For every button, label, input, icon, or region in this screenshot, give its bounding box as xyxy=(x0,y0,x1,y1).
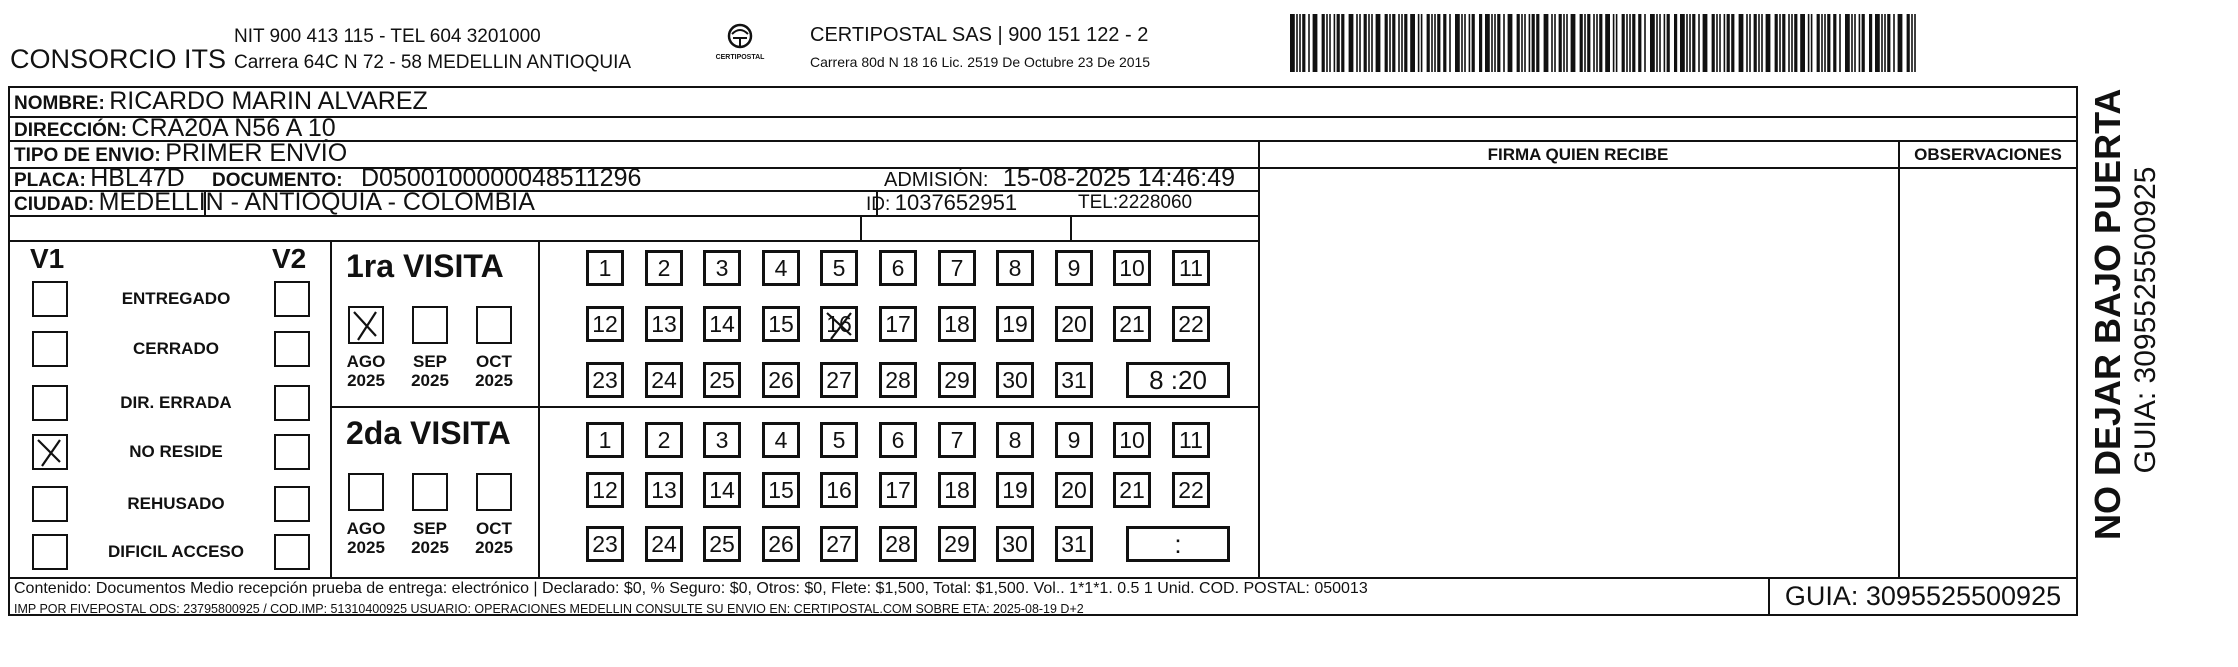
id-cell xyxy=(866,190,1017,215)
month-label: SEP 2025 xyxy=(411,352,449,390)
placa-label: PLACA: xyxy=(14,170,86,191)
month-checkbox[interactable] xyxy=(412,473,448,511)
direccion-label: DIRECCIÓN: xyxy=(14,120,127,141)
nombre-row xyxy=(14,86,428,116)
barcode-icon xyxy=(1290,14,1920,72)
side-warning: NO DEJAR BAJO PUERTA xyxy=(2087,88,2128,540)
day-box[interactable]: 25 xyxy=(703,362,741,398)
imp-line: IMP POR FIVEPOSTAL ODS: 23795800925 / COD.IMP: 51310400925 USUARIO: OPERACIONES MEDELLIN CONSULTE SU ENVIO EN: CERTIPOSTAL.COM SOBRE ETA: 2025-08-19 D+2 xyxy=(14,602,1084,616)
documento-label: DOCUMENTO: xyxy=(212,170,343,191)
day-box[interactable]: 5 xyxy=(820,250,858,286)
day-box[interactable]: 31 xyxy=(1055,362,1093,398)
day-box[interactable]: 13 xyxy=(645,306,683,342)
day-box[interactable]: 14 xyxy=(703,472,741,508)
visit-time-box[interactable]: : xyxy=(1126,526,1230,562)
day-box[interactable]: 4 xyxy=(762,422,800,458)
nombre-value: RICARDO MARIN ALVAREZ xyxy=(109,87,428,115)
day-box[interactable]: 29 xyxy=(938,526,976,562)
ciudad-label: CIUDAD: xyxy=(14,194,95,215)
day-box[interactable]: 28 xyxy=(879,526,917,562)
day-box[interactable]: 11 xyxy=(1172,250,1210,286)
direccion-row xyxy=(14,116,336,140)
day-box[interactable]: 30 xyxy=(996,362,1034,398)
placa-cell xyxy=(14,164,185,192)
documento-cell xyxy=(212,164,642,192)
day-box[interactable]: 24 xyxy=(645,362,683,398)
id-label: ID: xyxy=(866,194,891,215)
month-label: OCT 2025 xyxy=(475,519,513,557)
v2-label: V2 xyxy=(272,243,307,274)
logo-icon xyxy=(700,22,780,68)
day-box[interactable]: 15 xyxy=(762,472,800,508)
day-box[interactable]: 8 xyxy=(996,250,1034,286)
day-box[interactable]: 8 xyxy=(996,422,1034,458)
observaciones-area[interactable] xyxy=(1902,170,2074,574)
month-label: OCT 2025 xyxy=(475,352,513,390)
v1-checkbox[interactable] xyxy=(32,385,68,421)
status-option-label: NO RESIDE xyxy=(129,442,223,461)
day-box[interactable]: 15 xyxy=(762,306,800,342)
visit-time-box[interactable]: 8 :20 xyxy=(1126,362,1230,398)
day-box[interactable]: 2 xyxy=(645,422,683,458)
side-guia: GUIA: 3095525500925 xyxy=(2129,166,2162,474)
day-box[interactable]: 11 xyxy=(1172,422,1210,458)
day-box[interactable]: 5 xyxy=(820,422,858,458)
day-box[interactable]: 23 xyxy=(586,362,624,398)
status-option-label: DIR. ERRADA xyxy=(120,393,232,412)
day-box[interactable]: 27 xyxy=(820,362,858,398)
day-box[interactable]: 22 xyxy=(1172,306,1210,342)
day-box[interactable]: 12 xyxy=(586,306,624,342)
day-box[interactable]: 16 xyxy=(820,306,858,342)
footer-guia: GUIA: 3095525500925 xyxy=(1784,581,2062,611)
month-checkbox[interactable] xyxy=(476,473,512,511)
month-label: SEP 2025 xyxy=(411,519,449,557)
tipo-value: PRIMER ENVÍO xyxy=(165,139,348,167)
nit-line: NIT 900 413 115 - TEL 604 3201000 xyxy=(234,26,541,47)
day-box[interactable]: 17 xyxy=(879,472,917,508)
day-box[interactable]: 18 xyxy=(938,472,976,508)
day-box[interactable]: 26 xyxy=(762,526,800,562)
direccion-value: CRA20A N56 A 10 xyxy=(131,114,336,142)
day-box[interactable]: 19 xyxy=(996,306,1034,342)
day-box[interactable]: 1 xyxy=(586,422,624,458)
v2-checkbox[interactable] xyxy=(274,486,310,522)
admision-label: ADMISIÓN: xyxy=(884,169,989,191)
placa-value: HBL47D xyxy=(90,164,185,192)
documento-value: D0500100000048511296 xyxy=(361,164,642,192)
day-box[interactable]: 21 xyxy=(1113,472,1151,508)
v2-checkbox[interactable] xyxy=(274,385,310,421)
tel-label: TEL: xyxy=(1078,192,1119,213)
ciudad-value: MEDELLIN - ANTIOQUIA - COLOMBIA xyxy=(98,188,535,216)
day-box[interactable]: 23 xyxy=(586,526,624,562)
day-box[interactable]: 6 xyxy=(879,250,917,286)
tel-value: 2228060 xyxy=(1118,192,1193,213)
v2-checkbox[interactable] xyxy=(274,534,310,570)
day-box[interactable]: 10 xyxy=(1113,422,1151,458)
visit1-title: 1ra VISITA xyxy=(346,248,504,284)
day-box[interactable]: 7 xyxy=(938,250,976,286)
day-box[interactable]: 9 xyxy=(1055,250,1093,286)
day-box[interactable]: 14 xyxy=(703,306,741,342)
day-box[interactable]: 16 xyxy=(820,472,858,508)
status-option-label: REHUSADO xyxy=(127,494,225,513)
admision-value: 15-08-2025 14:46:49 xyxy=(1002,164,1236,192)
day-box[interactable]: 3 xyxy=(703,250,741,286)
status-option-label: DIFICIL ACCESO xyxy=(107,542,244,561)
day-box[interactable]: 2 xyxy=(645,250,683,286)
day-box[interactable]: 19 xyxy=(996,472,1034,508)
contenido-line: Contenido: Documentos Medio recepción prueba de entrega: electrónico | Declarado: $0, % Seguro: $0, Otros: $0, Flete: $1,500, Total: $1,500. Vol.. 1*1*1. 0.5 1 Unid. COD. POSTAL: 050013 xyxy=(14,580,1368,597)
day-box[interactable]: 31 xyxy=(1055,526,1093,562)
v1-checkbox[interactable] xyxy=(32,434,68,470)
ciudad-cell xyxy=(14,190,535,215)
v2-checkbox[interactable] xyxy=(274,331,310,367)
day-box[interactable]: 20 xyxy=(1055,306,1093,342)
v2-checkbox[interactable] xyxy=(274,281,310,317)
observaciones-label: OBSERVACIONES xyxy=(1914,145,2062,164)
status-option-label: CERRADO xyxy=(133,339,219,358)
check-mark-icon xyxy=(34,436,66,468)
nombre-label: NOMBRE: xyxy=(14,93,105,114)
v1-checkbox[interactable] xyxy=(32,534,68,570)
day-box[interactable]: 30 xyxy=(996,526,1034,562)
check-mark-icon xyxy=(823,309,857,341)
status-option-label: ENTREGADO xyxy=(121,289,231,308)
month-label: AGO 2025 xyxy=(346,519,386,557)
visit2-title: 2da VISITA xyxy=(346,415,511,451)
company-address: Carrera 64C N 72 - 58 MEDELLIN ANTIOQUIA xyxy=(234,52,632,73)
day-box[interactable]: 17 xyxy=(879,306,917,342)
day-box[interactable]: 7 xyxy=(938,422,976,458)
v1-checkbox[interactable] xyxy=(32,331,68,367)
month-checkbox[interactable] xyxy=(476,306,512,344)
month-label: AGO 2025 xyxy=(346,352,386,390)
day-box[interactable]: 28 xyxy=(879,362,917,398)
day-box[interactable]: 21 xyxy=(1113,306,1151,342)
company-name: CONSORCIO ITS xyxy=(10,44,227,74)
day-box[interactable]: 22 xyxy=(1172,472,1210,508)
month-checkbox[interactable] xyxy=(348,473,384,511)
check-mark-icon xyxy=(350,308,382,342)
day-box[interactable]: 25 xyxy=(703,526,741,562)
month-checkbox[interactable] xyxy=(412,306,448,344)
tel-cell xyxy=(1078,190,1192,215)
firma-label: FIRMA QUIEN RECIBE xyxy=(1487,145,1669,164)
day-box[interactable]: 24 xyxy=(645,526,683,562)
day-box[interactable]: 27 xyxy=(820,526,858,562)
v1-checkbox[interactable] xyxy=(32,486,68,522)
certipostal-logo xyxy=(700,22,780,68)
day-box[interactable]: 6 xyxy=(879,422,917,458)
day-box[interactable]: 4 xyxy=(762,250,800,286)
month-checkbox[interactable] xyxy=(348,306,384,344)
firma-area[interactable] xyxy=(1262,170,1894,574)
day-box[interactable]: 12 xyxy=(586,472,624,508)
id-value: 1037652951 xyxy=(894,190,1018,215)
day-box[interactable]: 26 xyxy=(762,362,800,398)
certipostal-line: CERTIPOSTAL SAS | 900 151 122 - 2 xyxy=(810,24,1149,46)
day-box[interactable]: 18 xyxy=(938,306,976,342)
v2-checkbox[interactable] xyxy=(274,434,310,470)
day-box[interactable]: 3 xyxy=(703,422,741,458)
admision-cell xyxy=(884,164,1236,192)
logo-caption: CERTIPOSTAL xyxy=(715,54,765,61)
tipo-label: TIPO DE ENVIO: xyxy=(14,145,161,166)
day-box[interactable]: 10 xyxy=(1113,250,1151,286)
v1-checkbox[interactable] xyxy=(32,281,68,317)
day-box[interactable]: 9 xyxy=(1055,422,1093,458)
v1-label: V1 xyxy=(30,243,65,274)
certipostal-address: Carrera 80d N 18 16 Lic. 2519 De Octubre 23 De 2015 xyxy=(810,54,1151,70)
day-box[interactable]: 20 xyxy=(1055,472,1093,508)
day-box[interactable]: 13 xyxy=(645,472,683,508)
tipo-row xyxy=(14,140,347,167)
day-box[interactable]: 29 xyxy=(938,362,976,398)
day-box[interactable]: 1 xyxy=(586,250,624,286)
